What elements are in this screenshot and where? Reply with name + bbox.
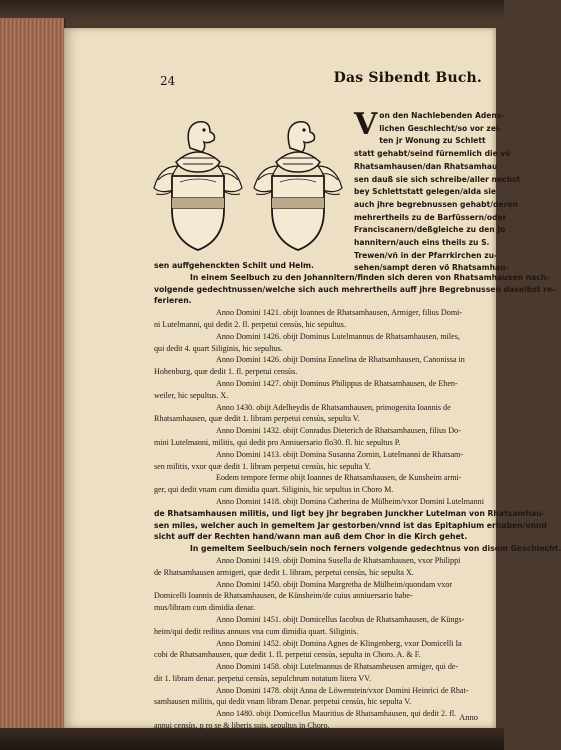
book-page-edges [0,18,66,734]
text-line: Anno Domini 1413. obijt Domina Susanna Zornin, Lutelmanni de Rhatsam- [216,449,464,459]
book-page [64,28,561,731]
text-line: ni Lutelmanni, qui dedit 2. fl. perpetui censùs, hic sepultus. [154,319,346,329]
text-line: sen militis, vxor quæ dedit 1. libram perpetui censùs, hic sepulta Y. [154,461,371,471]
text-line: In gemeltem Seelbuch/sein noch ferners volgende gedechtnus von disem Geschlecht. [190,544,561,554]
intro-line: on den Nachlebenden Adens- [379,111,505,120]
body-text [154,260,561,732]
text-line: Anno Domini 1478. obijt Anna de Löwenstein/vxor Domini Heinrici de Rhat- [216,685,469,695]
coats-of-arms [150,118,350,258]
text-line: Anno Domini 1426. obijt Dominus Lutelmannus de Rhatsamhausen, miles, [216,331,460,341]
coat-of-arms-left-icon [150,118,246,254]
text-line: ger, qui dedit vnam cum dimidia quart. Siliginis, hic sepultus in Choro M. [154,485,394,495]
text-line: Anno Domini 1418. obijt Domina Catherina de Mülheim/vxor Domini Lutelmanni [216,496,484,506]
text-line: sen auffgehenckten Schilt und Helm. [154,261,314,270]
text-line: Anno Domini 1450. obijt Domina Margretha de Mülheim/quondam vxor [216,579,453,589]
intro-line: auch jhre begrebnussen gehabt/deren [354,199,518,209]
text-line: Anno Domini 1432. obijt Conradus Dieterich de Rhatsamhausen, filius Do- [216,426,461,436]
page-header [64,70,496,96]
intro-line: sen dauß sie sich schreibe/aller nechst [354,174,521,184]
intro-line: hannitern/auch eins theils zu S. [354,238,490,248]
text-line: In einem Seelbuch zu den Johannitern/finden sich deren von Rhatsamhausen nach- [190,272,550,282]
running-head: Das Sibendt Buch. [333,70,482,86]
book-top-edge [0,0,504,20]
text-line: heim/qui dedit reditus annuos vna cum dimidia quart. Siliginis. [154,626,359,636]
text-line: dit 1. libram denar. perpetui censùs, sepulchrum notatum litera VV. [154,673,372,683]
intro-line: Trewen/vñ in der Pfarrkirchen zu- [354,250,498,260]
text-line: Anno 1430. obijt Adelheydis de Rhatsamhausen, primogenita Ioannis de [216,402,451,412]
text-line: Anno Domini 1458. obijt Lutelmannus de Rhatsamheusen armiger, qui de- [216,662,459,672]
intro-line: Franciscanern/deßgleiche zu den Jo [354,225,506,235]
text-line: cobi de Rhatsamhausen, quæ dedit 1. fl. perpetui censùs, sepulta in Choro. A. & F. [154,650,421,660]
text-line: sicht auff der Rechten hand/wann man auß dem Chor in die Kirch gehet. [154,532,468,542]
text-line: Anno Domini 1452. obijt Domina Agnes de Klingenberg, vxor Domicelli Ia [216,638,462,648]
intro-paragraph [354,107,521,275]
text-line: de Rhatsamhausen militis, und ligt bey jhr begraben Junckher Lutelman von Rhatsamhau- [154,508,545,518]
catchword: Anno [459,712,478,722]
text-line: annui censùs, p ro se & liberis suis, sepultus in Choro. [154,721,330,731]
text-line: de Rhatsamhausen armigeri, quæ dedit 1. libram, perpetui censùs, hic sepulta X. [154,567,414,577]
intro-line: Rhatsamhausen/dan Rhatsamhau [354,161,498,171]
text-line: Anno Domini 1426. obijt Domina Ennelina de Rhatsamhausen, Canonissa in [216,355,465,365]
text-line: Hohenburg, quæ dedit 1. fl. perpetui censùs. [154,367,298,377]
text-line: Anno Domini 1427. obijt Dominus Philippus de Rhatsamhausen, de Ehen- [216,378,458,388]
intro-line: ten jr Wonung zu Schlett [379,136,486,146]
intro-line: sehen/sampt deren vö Rhatsamhau- [354,263,509,273]
page-number: 24 [160,74,176,88]
coat-of-arms-left [150,118,246,254]
coat-of-arms-right [250,118,346,254]
text-line: samhausen militis, qui dedit vnam libram Denar. perpetui censùs, hic sepulta V. [154,697,412,707]
text-line: mus/libram cum dimidia denar. [154,603,256,613]
intro-line: statt gehabt/seind fürnemlich die vö [354,149,511,159]
text-line: weiler, hic sepultus. X. [154,390,229,400]
text-line: ferieren. [154,296,192,306]
text-line: volgende gedechtnussen/welche sich auch mehrertheils auff jhre Begrebnussen daselbst re- [154,284,556,294]
drop-cap-initial: V [354,107,378,142]
text-line: Rhatsamhausen, quæ dedit 1. libram perpetui censùs, sepulta V. [154,414,360,424]
text-line: Anno Domini 1421. obijt Ioannes de Rhatsamhausen, Armiger, filius Domi- [216,308,463,318]
coat-of-arms-right-icon [250,118,346,254]
text-line: qui dedit 4. quart Siliginis, hic sepultus. [154,343,283,353]
text-line: sen miles, welcher auch in gemeltem Jar gestorben/vnnd ist das Epitaphium erhaben/vnnd [154,520,547,530]
intro-line: mehrertheils zu de Barfüssern/oder [354,212,507,222]
intro-line: bey Schlettstatt gelegen/alda sie [354,187,497,197]
text-line: Anno 1480. obijt Domicellus Mauritius de Rhatsamhausen, qui dedit 2. fl. [216,709,457,719]
text-line: Anno Domini 1451. obijt Domicellus Iacobus de Rhatsamhausen, de Küngs- [216,614,465,624]
text-line: Anno Domini 1419. obijt Domina Susella de Rhatsamhausen, vxor Philippi [216,555,461,565]
intro-line: lichen Geschlecht/so vor zei- [379,123,502,133]
text-line: mini Lutelmanni, militis, qui dedit pro Anniuersario flo30. fl. hic sepultus P. [154,437,401,447]
text-line: Domicelli Ioannis de Rhatsamhausen, de Künsheim/de cuius anniuersario habe- [154,591,413,601]
text-line: Eodem tempore ferme obijt Ioannes de Rhatsamhausen, de Kunsheim armi- [216,473,462,483]
